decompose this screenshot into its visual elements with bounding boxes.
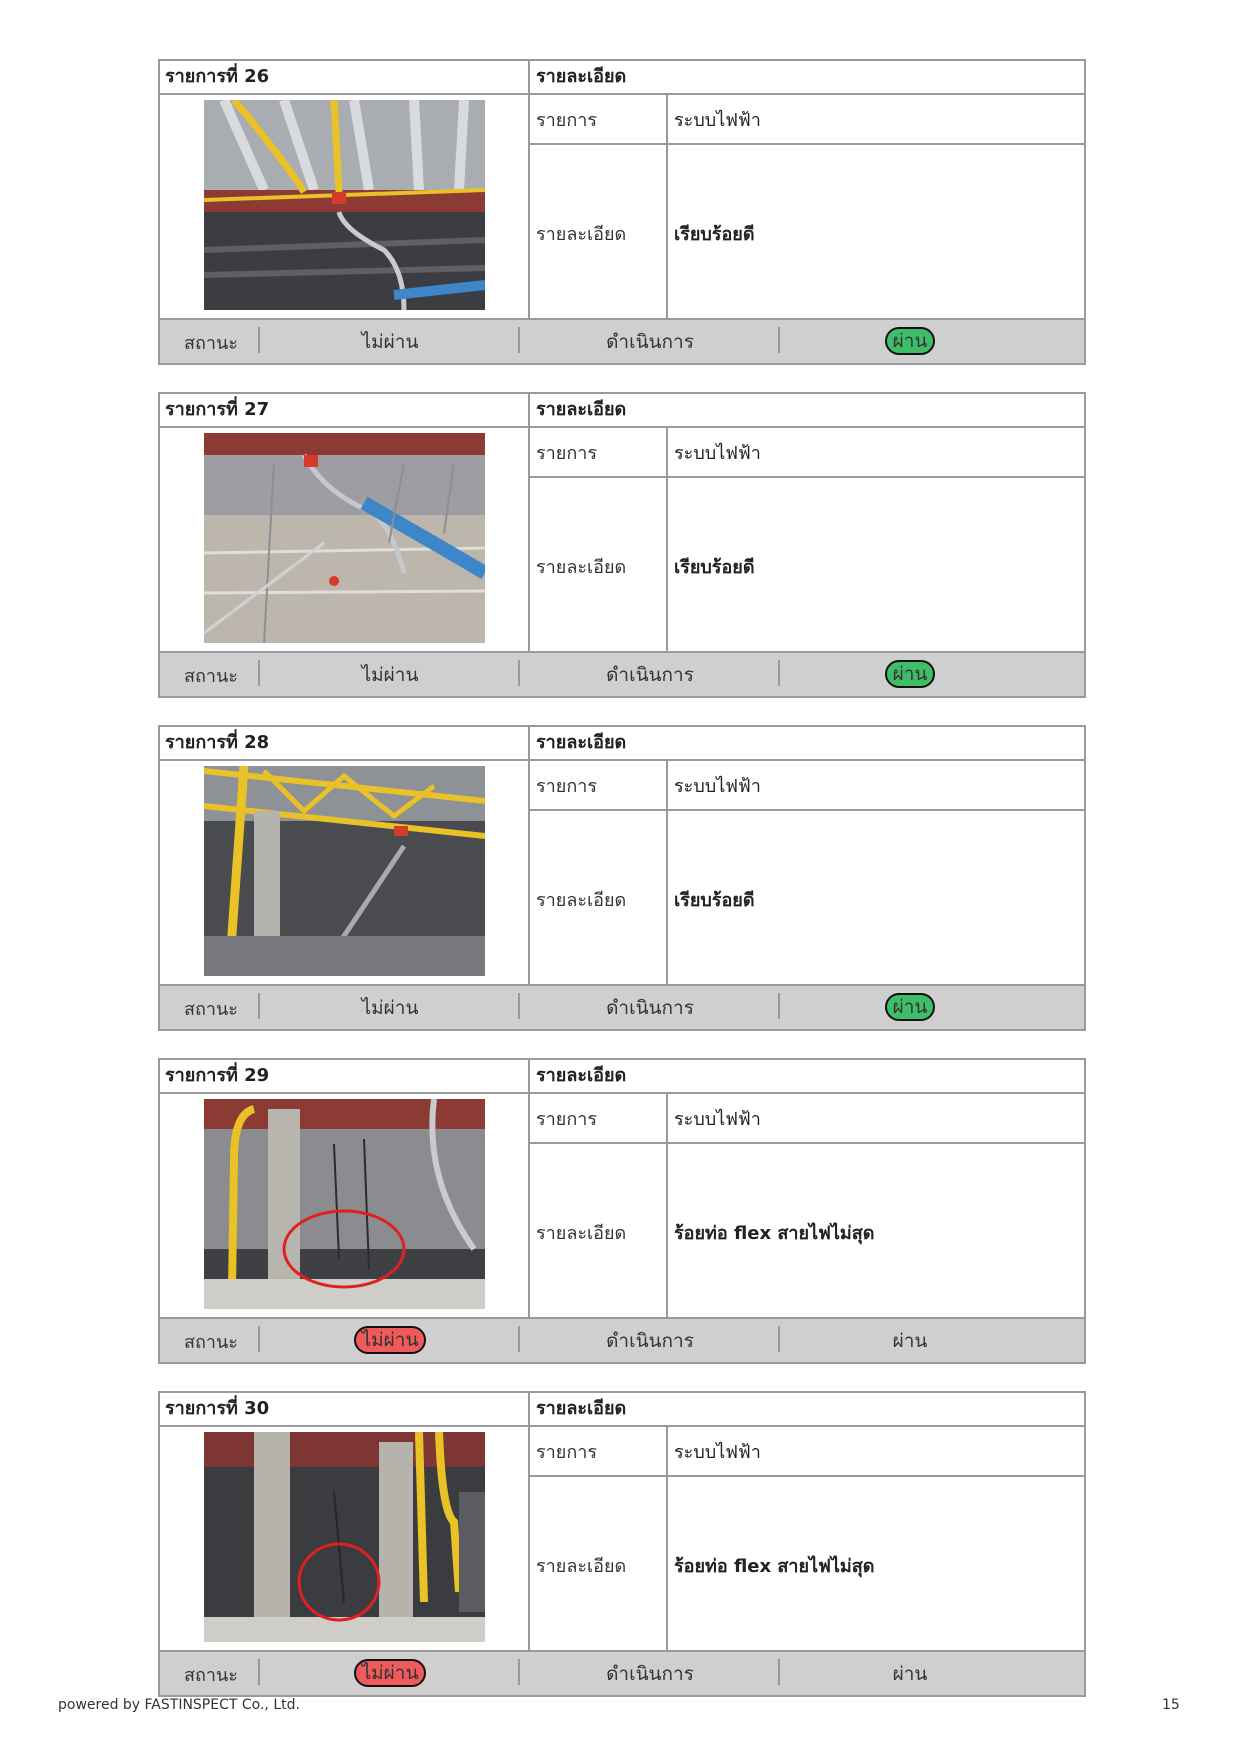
item-title: รายการที่ 30 xyxy=(160,1393,530,1427)
detail-label: รายละเอียด xyxy=(530,478,668,655)
photo-cell xyxy=(160,428,530,655)
item-label: รายการ xyxy=(530,1427,668,1475)
status-label: สถานะ xyxy=(184,999,238,1020)
detail-header: รายละเอียด xyxy=(530,394,1084,428)
photo-cell xyxy=(160,1094,530,1321)
item-value: ระบบไฟฟ้า xyxy=(674,775,761,797)
status-option-in-progress-text: ดำเนินการ xyxy=(606,1663,694,1685)
divider xyxy=(258,1326,260,1352)
status-option-in-progress-text: ดำเนินการ xyxy=(606,997,694,1019)
detail-label: รายละเอียด xyxy=(530,811,668,988)
status-fail-selected-badge: ไม่ผ่าน xyxy=(354,1659,427,1687)
status-option-fail[interactable] xyxy=(275,1659,505,1687)
status-bar xyxy=(160,1650,1084,1695)
item-row xyxy=(530,95,1084,145)
status-option-in-progress[interactable] xyxy=(535,993,765,1023)
status-option-fail[interactable] xyxy=(275,327,505,357)
divider xyxy=(258,660,260,686)
divider xyxy=(258,1659,260,1685)
status-label: สถานะ xyxy=(184,666,238,687)
item-value: ระบบไฟฟ้า xyxy=(674,1108,761,1130)
detail-header: รายละเอียด xyxy=(530,727,1084,761)
inspection-photo[interactable] xyxy=(204,1099,485,1309)
detail-header: รายละเอียด xyxy=(530,1060,1084,1094)
status-option-fail[interactable] xyxy=(275,993,505,1023)
detail-label: รายละเอียด xyxy=(530,1477,668,1654)
divider xyxy=(778,660,780,686)
inspection-card-29 xyxy=(158,1058,1086,1364)
detail-header: รายละเอียด xyxy=(530,1393,1084,1427)
detail-row xyxy=(530,1144,1084,1321)
status-option-in-progress-text: ดำเนินการ xyxy=(606,1330,694,1352)
detail-row xyxy=(530,1477,1084,1654)
item-label: รายการ xyxy=(530,428,668,476)
status-fail-selected-badge: ไม่ผ่าน xyxy=(354,1326,427,1354)
divider xyxy=(778,993,780,1019)
divider xyxy=(778,1659,780,1685)
divider xyxy=(778,327,780,353)
detail-row xyxy=(530,811,1084,988)
status-option-in-progress-text: ดำเนินการ xyxy=(606,664,694,686)
divider xyxy=(518,1659,520,1685)
divider xyxy=(518,327,520,353)
status-pass-selected-badge: ผ่าน xyxy=(885,993,936,1021)
status-option-in-progress[interactable] xyxy=(535,1326,765,1356)
detail-value: ร้อยท่อ flex สายไฟไม่สุด xyxy=(674,1556,875,1577)
item-title: รายการที่ 28 xyxy=(160,727,530,761)
photo-cell xyxy=(160,761,530,988)
status-label: สถานะ xyxy=(184,1665,238,1686)
detail-label: รายละเอียด xyxy=(530,1144,668,1321)
item-row xyxy=(530,428,1084,478)
divider xyxy=(258,993,260,1019)
photo-cell xyxy=(160,1427,530,1654)
status-option-pass-text: ผ่าน xyxy=(892,1663,928,1685)
inspection-card-27 xyxy=(158,392,1086,698)
inspection-card-30 xyxy=(158,1391,1086,1697)
detail-label: รายละเอียด xyxy=(530,145,668,322)
detail-value: เรียบร้อยดี xyxy=(674,890,755,911)
detail-value: เรียบร้อยดี xyxy=(674,557,755,578)
item-label: รายการ xyxy=(530,1094,668,1142)
status-bar xyxy=(160,1317,1084,1362)
divider xyxy=(778,1326,780,1352)
status-option-pass[interactable] xyxy=(795,660,1025,688)
status-option-pass[interactable] xyxy=(795,993,1025,1021)
status-option-fail-text: ไม่ผ่าน xyxy=(361,997,419,1019)
status-option-in-progress-text: ดำเนินการ xyxy=(606,331,694,353)
detail-value: ร้อยท่อ flex สายไฟไม่สุด xyxy=(674,1223,875,1244)
status-label: สถานะ xyxy=(184,1332,238,1353)
item-title: รายการที่ 29 xyxy=(160,1060,530,1094)
divider xyxy=(518,1326,520,1352)
item-label: รายการ xyxy=(530,761,668,809)
status-option-pass[interactable] xyxy=(795,1326,1025,1356)
status-pass-selected-badge: ผ่าน xyxy=(885,327,936,355)
item-label: รายการ xyxy=(530,95,668,143)
item-row xyxy=(530,1094,1084,1144)
inspection-photo[interactable] xyxy=(204,1432,485,1642)
detail-row xyxy=(530,145,1084,322)
status-option-in-progress[interactable] xyxy=(535,1659,765,1689)
inspection-card-28 xyxy=(158,725,1086,1031)
inspection-photo[interactable] xyxy=(204,766,485,976)
status-option-fail-text: ไม่ผ่าน xyxy=(361,331,419,353)
powered-by-footer: powered by FASTINSPECT Co., Ltd. xyxy=(58,1697,300,1713)
item-row xyxy=(530,761,1084,811)
detail-header: รายละเอียด xyxy=(530,61,1084,95)
status-bar xyxy=(160,984,1084,1029)
status-option-fail[interactable] xyxy=(275,1326,505,1354)
status-option-pass[interactable] xyxy=(795,327,1025,355)
item-title: รายการที่ 26 xyxy=(160,61,530,95)
divider xyxy=(518,660,520,686)
inspection-card-26 xyxy=(158,59,1086,365)
inspection-photo[interactable] xyxy=(204,433,485,643)
detail-row xyxy=(530,478,1084,655)
status-pass-selected-badge: ผ่าน xyxy=(885,660,936,688)
status-option-in-progress[interactable] xyxy=(535,327,765,357)
status-option-pass[interactable] xyxy=(795,1659,1025,1689)
status-option-fail-text: ไม่ผ่าน xyxy=(361,664,419,686)
divider xyxy=(258,327,260,353)
status-label: สถานะ xyxy=(184,333,238,354)
inspection-photo[interactable] xyxy=(204,100,485,310)
divider xyxy=(518,993,520,1019)
item-row xyxy=(530,1427,1084,1477)
item-value: ระบบไฟฟ้า xyxy=(674,109,761,131)
item-value: ระบบไฟฟ้า xyxy=(674,1441,761,1463)
status-bar xyxy=(160,651,1084,696)
item-title: รายการที่ 27 xyxy=(160,394,530,428)
page-number: 15 xyxy=(1162,1697,1180,1713)
item-value: ระบบไฟฟ้า xyxy=(674,442,761,464)
photo-cell xyxy=(160,95,530,322)
status-option-in-progress[interactable] xyxy=(535,660,765,690)
status-option-pass-text: ผ่าน xyxy=(892,1330,928,1352)
status-option-fail[interactable] xyxy=(275,660,505,690)
detail-value: เรียบร้อยดี xyxy=(674,224,755,245)
status-bar xyxy=(160,318,1084,363)
